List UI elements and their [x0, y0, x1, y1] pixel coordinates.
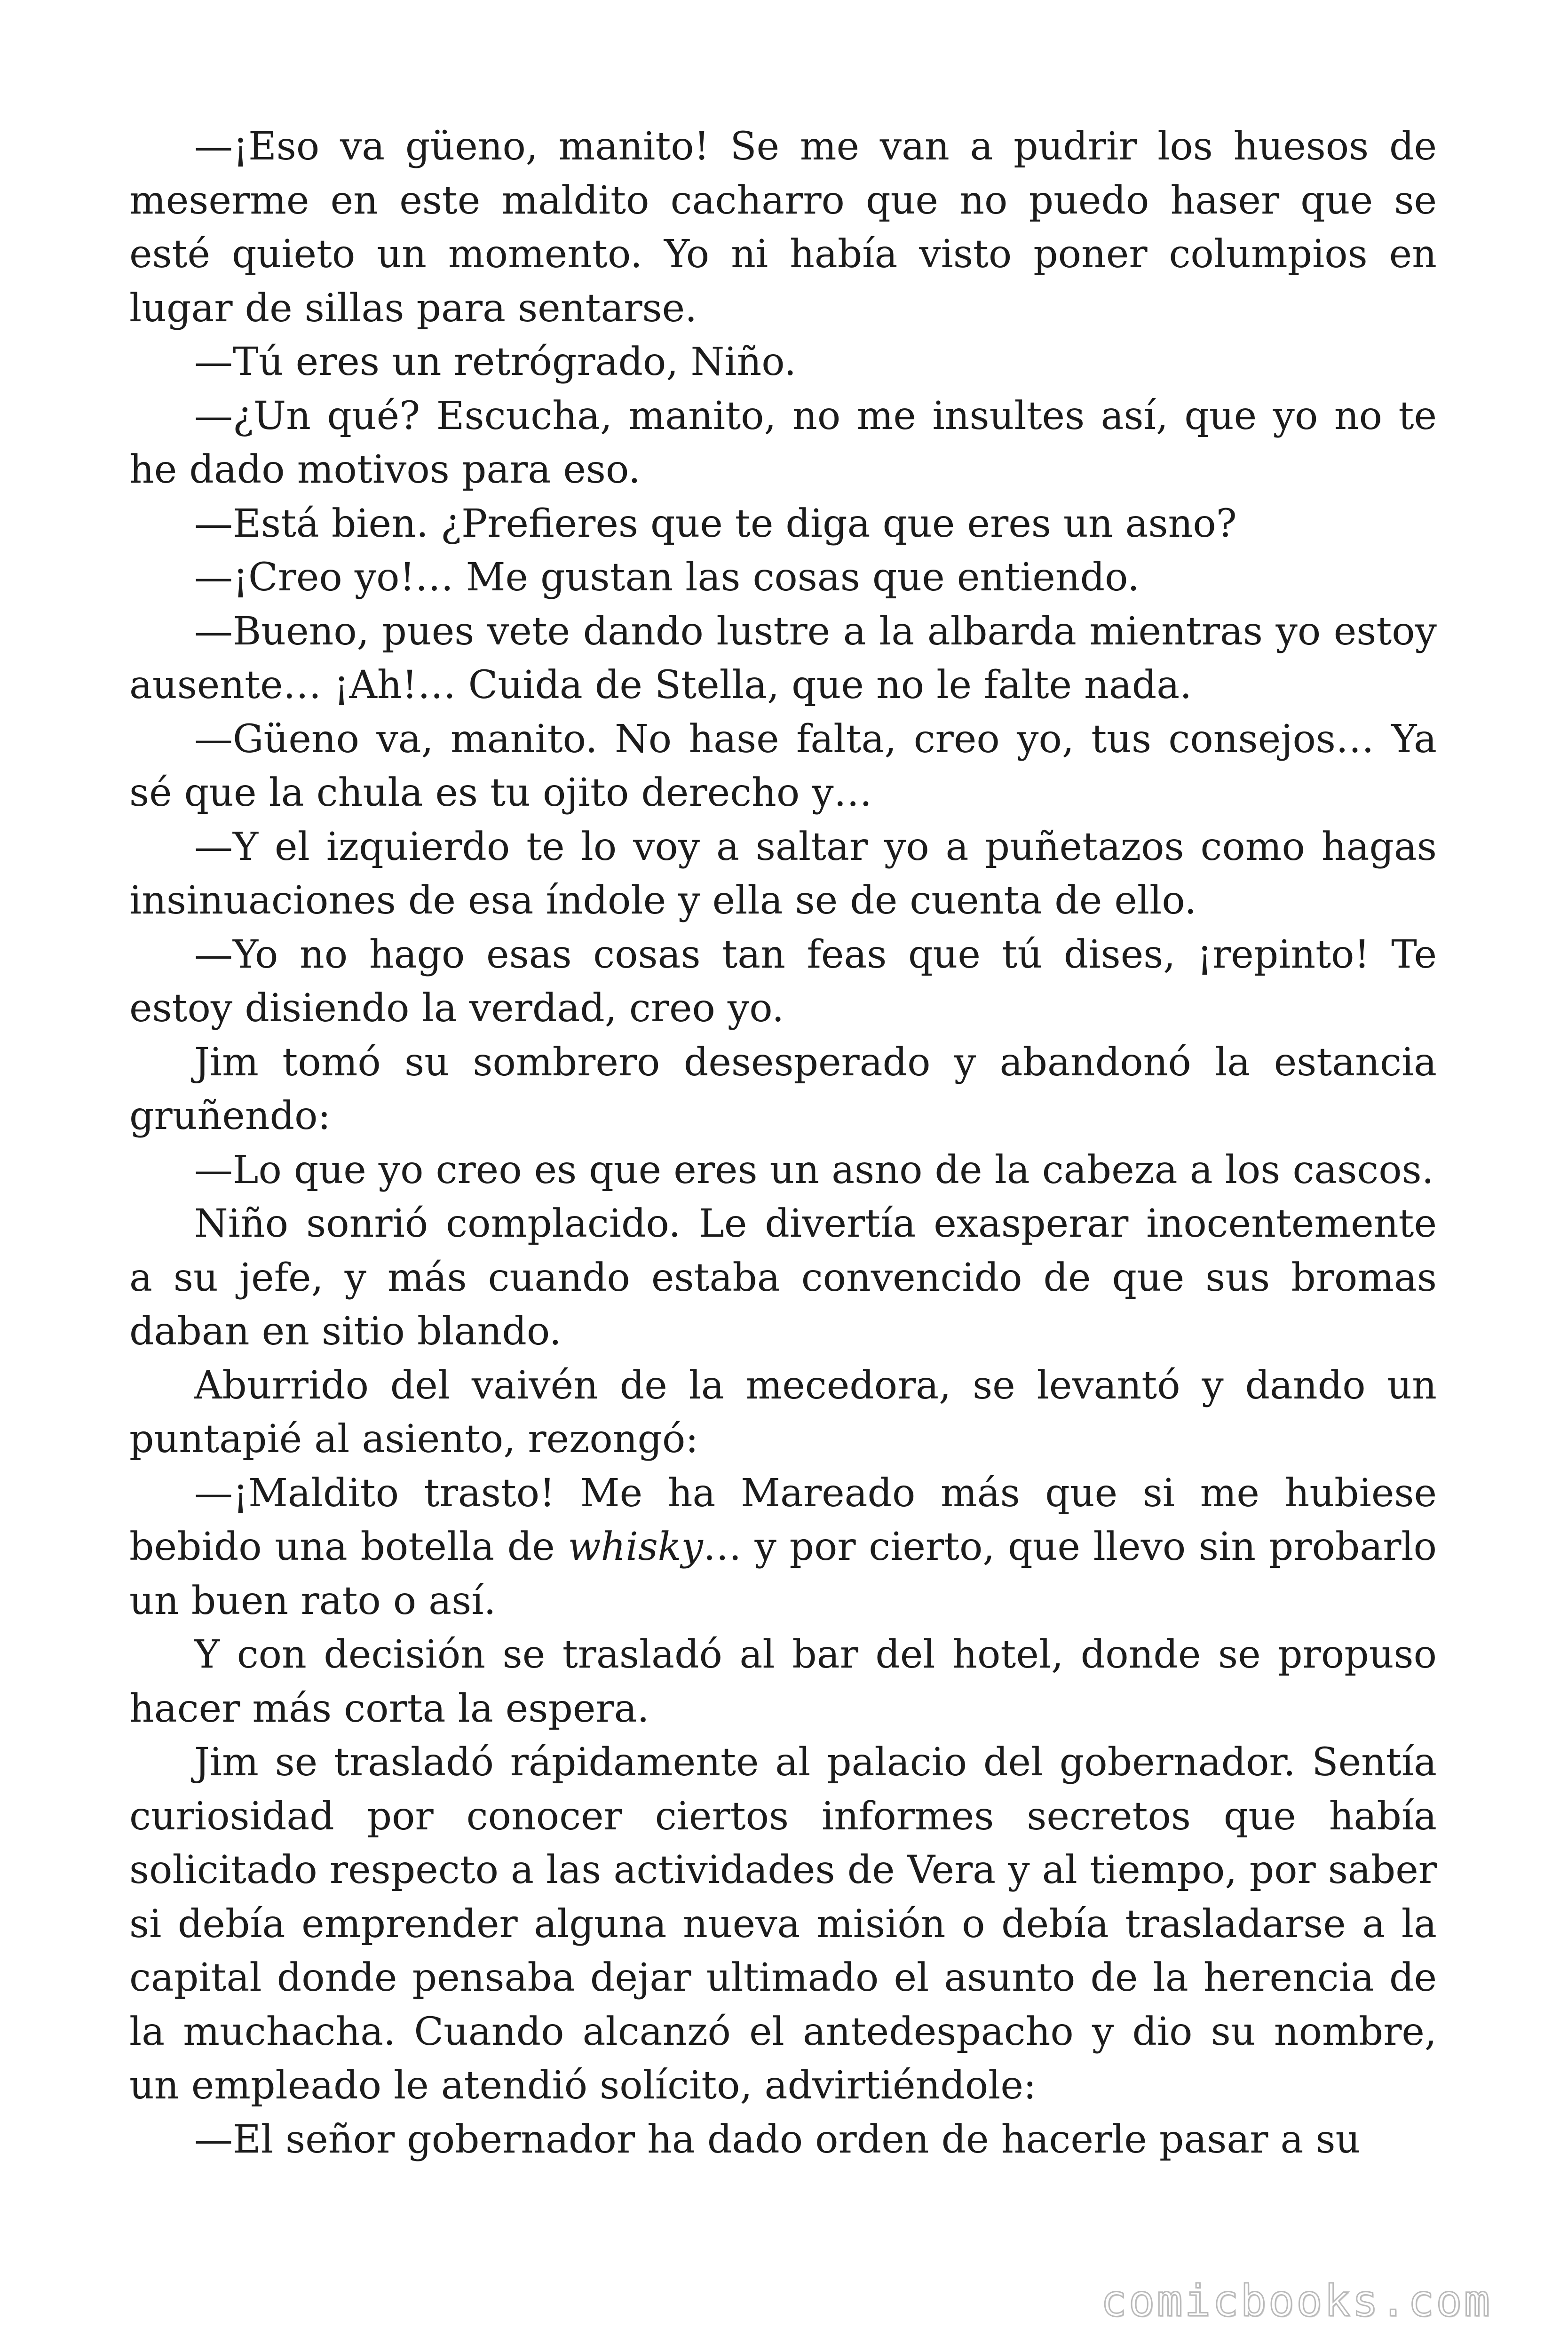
paragraph-5: —¡Creo yo!… Me gustan las cosas que entiendo. — [194, 555, 1140, 600]
paragraph-14-end: … y por cierto, que llevo sin probarlo un buen rato o así. — [129, 1525, 1437, 1623]
paragraph-14 — [129, 1467, 1437, 1629]
paragraph-8: —Y el izquierdo te lo voy a saltar yo a puñetazos como hagas insinuaciones de esa índole y ella se de cuenta de ello. — [129, 824, 1437, 923]
paragraph-11: —Lo que yo creo es que eres un asno de la cabeza a los cascos. — [194, 1147, 1434, 1192]
paragraph-12: Niño sonrió complacido. Le divertía exasperar inocentemente a su jefe, y más cuando estaba convencido de que sus bromas daban en sitio blando. — [129, 1201, 1437, 1354]
paragraph-16: Jim se trasladó rápidamente al palacio del gobernador. Sentía curiosidad por conocer ciertos informes secretos que había solicitado respecto a las actividades de Vera y al tiempo, por saber si debía emprender alguna nueva misión o debía trasladarse a la capital donde pensaba dejar ultimado el asunto de la herencia de la muchacha. Cuando alcanzó el antedespacho y dio su nombre, un empleado le atendió solícito, advirtiéndole: — [129, 1740, 1437, 2108]
paragraph-1: —¡Eso va güeno, manito! Se me van a pudrir los huesos de meserme en este maldito cacharro que no puedo haser que se esté quieto un momento. Yo ni había visto poner columpios en lugar de sillas para sentarse. — [129, 124, 1437, 331]
body-text — [129, 120, 1437, 2167]
paragraph-4: —Está bien. ¿Prefieres que te diga que eres un asno? — [194, 501, 1237, 546]
paragraph-6: —Bueno, pues vete dando lustre a la albarda mientras yo estoy ausente… ¡Ah!… Cuida de Stella, que no le falte nada. — [129, 609, 1437, 707]
paragraph-14-start: —¡Maldito trasto! Me ha Mareado más que si me hubiese bebido una botella de — [129, 1470, 1437, 1569]
paragraph-7: —Güeno va, manito. No hase falta, creo yo, tus consejos… Ya sé que la chula es tu ojito derecho y… — [129, 716, 1437, 815]
paragraph-15: Y con decisión se trasladó al bar del hotel, donde se propuso hacer más corta la espera. — [129, 1632, 1437, 1731]
paragraph-3: —¿Un qué? Escucha, manito, no me insultes así, que yo no te he dado motivos para eso. — [129, 393, 1437, 492]
paragraph-13: Aburrido del vaivén de la mecedora, se levantó y dando un puntapié al asiento, rezongó: — [129, 1363, 1437, 1462]
paragraph-10: Jim tomó su sombrero desesperado y abandonó la estancia gruñendo: — [129, 1040, 1437, 1138]
paragraph-9: —Yo no hago esas cosas tan feas que tú dises, ¡repinto! Te estoy disiendo la verdad, creo yo. — [129, 932, 1437, 1031]
watermark: comicbooks.com — [1101, 2276, 1492, 2326]
paragraph-2: —Tú eres un retrógrado, Niño. — [194, 340, 797, 384]
paragraph-17: —El señor gobernador ha dado orden de hacerle pasar a su — [194, 2117, 1361, 2162]
italic-word: whisky — [568, 1525, 703, 1569]
